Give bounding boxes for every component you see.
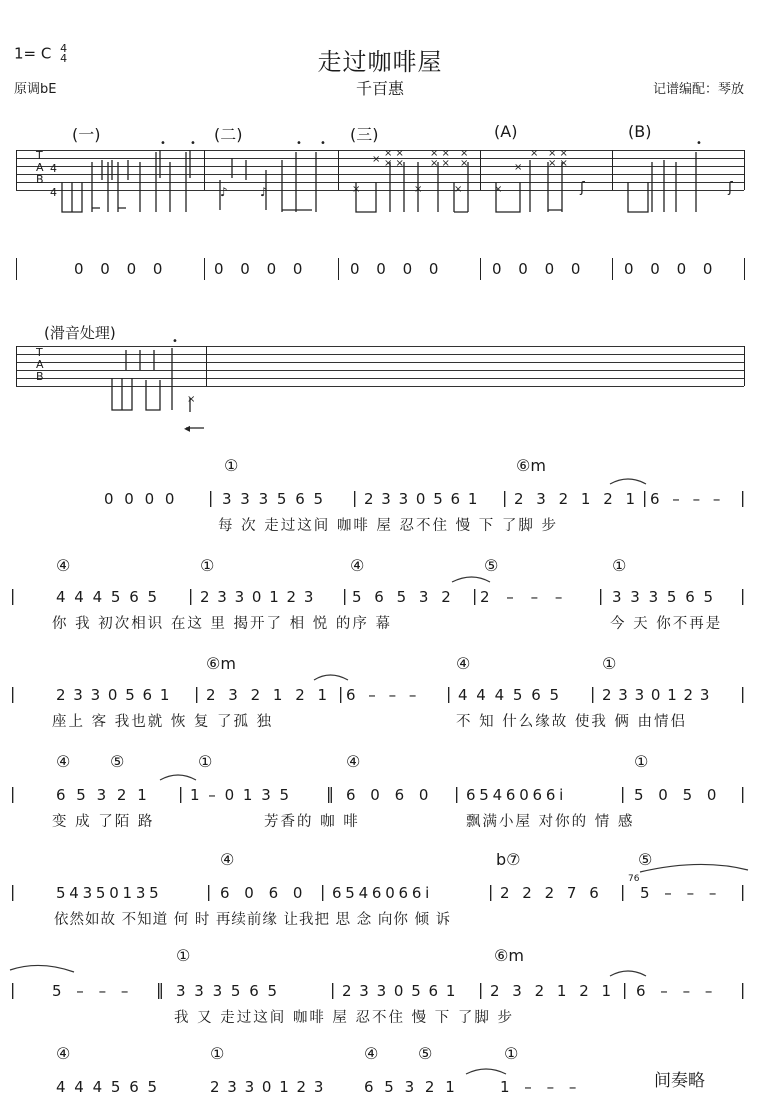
- chord: ①: [504, 1044, 519, 1063]
- chord: ⑤: [484, 556, 499, 575]
- original-key: 原调bE: [14, 82, 57, 97]
- notes: 6 – – –: [346, 686, 417, 704]
- svg-text:•: •: [172, 336, 178, 347]
- notes: 6 – – –: [636, 982, 713, 1000]
- notes: 5 0 5 0: [634, 786, 717, 804]
- svg-text:× ×: × ×: [430, 158, 450, 169]
- notes: 6 5 3 2 1: [56, 786, 147, 804]
- lyrics-line: 飘满小屋 对你的 情 感: [466, 814, 635, 830]
- svg-text:×: ×: [514, 162, 523, 173]
- section-label-1: (一): [72, 125, 101, 144]
- chord: ①: [176, 946, 191, 965]
- notes: 6 0 6 0: [346, 786, 429, 804]
- chord: ④: [56, 1044, 71, 1063]
- chord: ⑤: [110, 752, 125, 771]
- chord: ④: [346, 752, 361, 771]
- lyrics-line: 我 又 走过这间 咖啡 屋 忍不住 慢 下 了脚 步: [174, 1010, 514, 1026]
- svg-text:•: •: [160, 138, 166, 149]
- svg-text:•: •: [320, 138, 326, 149]
- notes: 2 3 3 0 5 6 1: [56, 686, 170, 704]
- notes: 5 4 3 5 0 1 3 5: [56, 884, 159, 902]
- lyrics-line: 芳香的 咖 啡: [264, 814, 360, 830]
- svg-text:♪: ♪: [220, 185, 228, 199]
- svg-text:× ×: × ×: [384, 148, 404, 159]
- section-label-3: (三): [350, 125, 379, 144]
- notes: 6 5 3 2 1: [364, 1078, 455, 1096]
- svg-text:× ×: × ×: [384, 158, 404, 169]
- notes: 4 4 4 5 6 5: [56, 1078, 158, 1096]
- notes: 0 0 0 0: [104, 490, 175, 508]
- notes: 4 4 4 5 6 5: [56, 588, 158, 606]
- notes: 2 2 2 7 6: [500, 884, 599, 902]
- notes: 2 – – –: [480, 588, 563, 606]
- chord: ④: [56, 556, 71, 575]
- lyrics-line: 你 我 初次相识 在这 里 揭开了 相 悦 的序 幕: [52, 616, 392, 632]
- chord: ⑤: [418, 1044, 433, 1063]
- lyrics-line: 每 次 走过这间 咖啡 屋 忍不住 慢 下 了脚 步: [218, 518, 558, 534]
- section-label-2: (二): [214, 125, 243, 144]
- section-label-a: (A): [494, 122, 518, 141]
- svg-text:×: ×: [530, 148, 539, 159]
- lyrics-line: 不 知 什么缘故 使我 俩 由情侣: [456, 714, 688, 730]
- slide-tab-clef: T A B: [36, 346, 44, 383]
- chord: ①: [602, 654, 617, 673]
- svg-text:ʃ: ʃ: [728, 180, 733, 196]
- tab-time-signature: 4 4: [50, 162, 57, 199]
- time-top: 4: [60, 42, 68, 55]
- svg-text:◂: ◂: [184, 421, 191, 435]
- notes: 3 3 3 5 6 5: [176, 982, 278, 1000]
- svg-text:ʃ: ʃ: [580, 180, 585, 196]
- svg-text:×: ×: [460, 158, 469, 169]
- notes: 5 – – –: [640, 884, 717, 902]
- notes: 4 4 4 5 6 5: [458, 686, 560, 704]
- svg-text:× ×: × ×: [430, 148, 450, 159]
- svg-text:×: ×: [494, 184, 503, 195]
- lyrics-line: 依然如故 不知道 何 时 再续前缘 让我把 思 念 向你 倾 诉: [54, 912, 452, 928]
- intro-bar-1: 0 0 0 0: [74, 260, 163, 278]
- svg-text:•: •: [190, 138, 196, 149]
- notes: 3 3 3 5 6 5: [222, 490, 324, 508]
- lyrics-line: 座上 客 我也就 恢 复 了孤 独: [52, 714, 274, 730]
- svg-text:× ×: × ×: [548, 158, 568, 169]
- svg-text:×: ×: [460, 148, 469, 159]
- song-title: 走过咖啡屋: [317, 48, 443, 76]
- chord: ①: [634, 752, 649, 771]
- intro-bar-2: 0 0 0 0: [214, 260, 303, 278]
- notes: 2 3 3 0 1 2 3: [210, 1078, 324, 1096]
- intro-bar-3: 0 0 0 0: [350, 260, 439, 278]
- slide-label: (滑音处理): [44, 324, 116, 342]
- notes: 2 3 3 0 5 6 1: [342, 982, 456, 1000]
- notes: 6 5 4 6 0 6 6 i: [466, 786, 564, 804]
- chord: b⑦: [496, 850, 521, 869]
- notes: 2 3 3 0 5 6 1: [364, 490, 478, 508]
- chord: ①: [200, 556, 215, 575]
- lyrics-line: 变 成 了陌 路: [52, 814, 155, 830]
- notes: 6 0 6 0: [220, 884, 303, 902]
- chord: ⑥m: [206, 654, 236, 673]
- intro-bar-4: 0 0 0 0: [492, 260, 581, 278]
- chord: ⑤: [638, 850, 653, 869]
- notes: 2 3 3 0 1 2 3: [200, 588, 314, 606]
- chord: ④: [456, 654, 471, 673]
- chord: ①: [210, 1044, 225, 1063]
- svg-text:♪: ♪: [260, 185, 268, 199]
- intro-bar-5: 0 0 0 0: [624, 260, 713, 278]
- notes: 2 3 2 1 2 1: [514, 490, 636, 508]
- svg-text:•: •: [696, 138, 702, 149]
- notes: 5 6 5 3 2: [352, 588, 451, 606]
- lyrics-line: 今 天 你不再是: [610, 616, 723, 632]
- svg-text:×: ×: [372, 154, 381, 165]
- singer-name: 千百惠: [355, 79, 404, 98]
- chord-1: ①: [224, 456, 239, 475]
- arranger-credit: 记谱编配：琴放: [652, 82, 744, 97]
- section-label-b: (B): [628, 122, 652, 141]
- notes: 6 5 4 6 0 6 6 i: [332, 884, 430, 902]
- chord-6m: ⑥m: [516, 456, 546, 475]
- key-label: 1= C: [14, 44, 52, 63]
- chord: ④: [56, 752, 71, 771]
- notes: 2 3 3 0 1 2 3: [602, 686, 710, 704]
- svg-text:×: ×: [414, 184, 423, 195]
- svg-text:•: •: [296, 138, 302, 149]
- svg-text:×: ×: [352, 184, 361, 195]
- notes: 5 – – –: [52, 982, 129, 1000]
- chord: ④: [220, 850, 235, 869]
- notes: 1 – 0 1 3 5: [190, 786, 290, 804]
- chord: ①: [198, 752, 213, 771]
- interlude-note: 间奏略: [654, 1071, 705, 1091]
- notes: 3 3 3 5 6 5: [612, 588, 714, 606]
- chord: ⑥m: [494, 946, 524, 965]
- svg-text:×: ×: [454, 184, 463, 195]
- tab-clef: T A B: [36, 149, 44, 186]
- chord: ④: [364, 1044, 379, 1063]
- chord: ④: [350, 556, 365, 575]
- svg-text:×: ×: [187, 394, 196, 405]
- notes: 2 3 2 1 2 1: [206, 686, 328, 704]
- notes: 2 3 2 1 2 1: [490, 982, 612, 1000]
- time-bottom: 4: [60, 52, 68, 65]
- chord: ①: [612, 556, 627, 575]
- notes: 6 – – –: [650, 490, 721, 508]
- grace-notes: 76: [628, 874, 640, 884]
- notes: 1 – – –: [500, 1078, 577, 1096]
- svg-text:× ×: × ×: [548, 148, 568, 159]
